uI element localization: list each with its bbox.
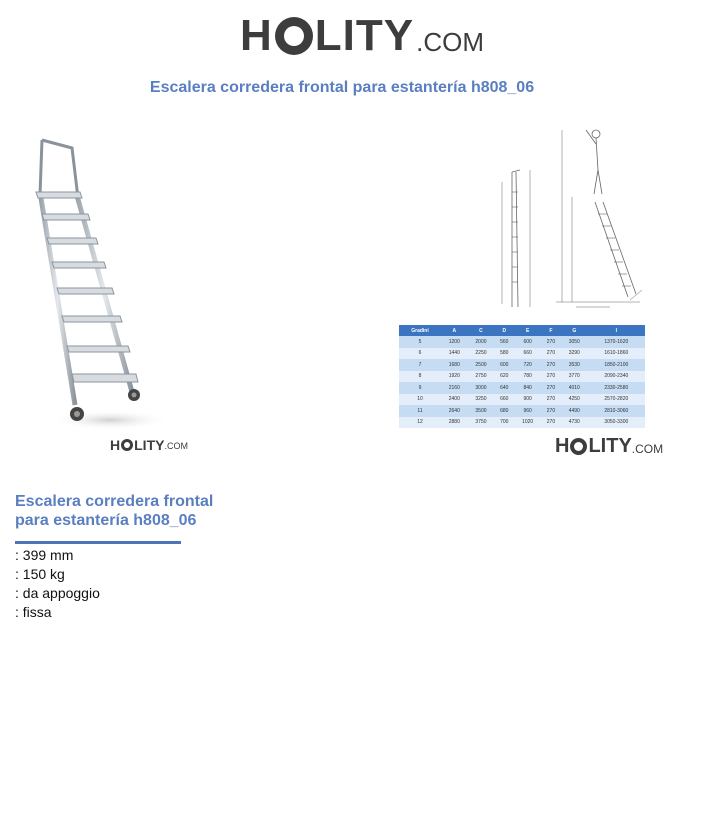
table-cell: 4250 xyxy=(561,394,588,406)
table-cell: 780 xyxy=(514,371,541,383)
table-cell: 1370-1620 xyxy=(588,336,645,348)
table-cell: 9 xyxy=(399,382,441,394)
logo-text-end: LITY xyxy=(314,11,415,60)
table-cell: 2250 xyxy=(468,348,495,360)
table-cell: 11 xyxy=(399,405,441,417)
holity-logo[interactable] xyxy=(240,11,484,60)
table-cell: 7 xyxy=(399,359,441,371)
table-row xyxy=(399,348,645,360)
table-cell: 2000 xyxy=(468,336,495,348)
table-row xyxy=(399,359,645,371)
table-cell: 3000 xyxy=(468,382,495,394)
table-cell: 640 xyxy=(494,382,514,394)
table-cell: 4490 xyxy=(561,405,588,417)
photo-logo-domain: .COM xyxy=(164,441,188,451)
spec-item: : da appoggio xyxy=(15,585,100,601)
table-cell: 270 xyxy=(541,371,561,383)
photo-watermark-logo xyxy=(110,438,188,452)
table-header-cell: E xyxy=(514,325,541,336)
table-cell: 660 xyxy=(494,394,514,406)
table-cell: 1680 xyxy=(441,359,468,371)
table-row xyxy=(399,417,645,429)
product-title: Escalera corredera frontal para estantería h808_06 xyxy=(15,493,214,529)
table-header-cell: C xyxy=(468,325,495,336)
table-row xyxy=(399,336,645,348)
dimensions-table xyxy=(399,325,645,428)
photo-logo-start: H xyxy=(110,437,121,453)
table-cell: 4730 xyxy=(561,417,588,429)
table-cell: 5 xyxy=(399,336,441,348)
table-cell: 2750 xyxy=(468,371,495,383)
table-cell: 3530 xyxy=(561,359,588,371)
diagram-logo-start: H xyxy=(555,435,570,457)
diagram-logo-o-icon xyxy=(570,438,587,455)
table-header-cell: I xyxy=(588,325,645,336)
table-cell: 270 xyxy=(541,348,561,360)
table-cell: 600 xyxy=(514,336,541,348)
table-cell: 840 xyxy=(514,382,541,394)
title-divider xyxy=(15,541,181,544)
table-row xyxy=(399,382,645,394)
table-header-row xyxy=(399,325,645,336)
table-cell: 900 xyxy=(514,394,541,406)
logo-text-start: H xyxy=(240,11,273,60)
table-cell: 2880 xyxy=(441,417,468,429)
table-cell: 620 xyxy=(494,371,514,383)
table-cell: 2810-3060 xyxy=(588,405,645,417)
table-cell: 1920 xyxy=(441,371,468,383)
table-cell: 1020 xyxy=(514,417,541,429)
table-header-cell: F xyxy=(541,325,561,336)
table-cell: 2160 xyxy=(441,382,468,394)
table-header-cell: Gradini xyxy=(399,325,441,336)
table-cell: 1200 xyxy=(441,336,468,348)
table-cell: 270 xyxy=(541,336,561,348)
table-cell: 3500 xyxy=(468,405,495,417)
table-cell: 580 xyxy=(494,348,514,360)
table-cell: 270 xyxy=(541,382,561,394)
table-cell: 660 xyxy=(514,348,541,360)
table-row xyxy=(399,394,645,406)
table-cell: 270 xyxy=(541,417,561,429)
spec-item: : 399 mm xyxy=(15,547,74,563)
spec-item: : fissa xyxy=(15,604,52,620)
table-cell: 600 xyxy=(494,359,514,371)
table-cell: 1440 xyxy=(441,348,468,360)
diagram-logo-end: LITY xyxy=(588,435,632,457)
table-cell: 720 xyxy=(514,359,541,371)
table-cell: 700 xyxy=(494,417,514,429)
table-cell: 1850-2100 xyxy=(588,359,645,371)
table-cell: 270 xyxy=(541,405,561,417)
table-cell: 3050-3300 xyxy=(588,417,645,429)
table-header-cell: G xyxy=(561,325,588,336)
table-cell: 3250 xyxy=(468,394,495,406)
table-cell: 4010 xyxy=(561,382,588,394)
table-cell: 2400 xyxy=(441,394,468,406)
table-row xyxy=(399,371,645,383)
table-header-cell: D xyxy=(494,325,514,336)
photo-logo-end: LITY xyxy=(134,437,165,453)
logo-domain: .COM xyxy=(416,27,484,57)
table-cell: 2500 xyxy=(468,359,495,371)
diagram-watermark-logo xyxy=(555,436,663,456)
spec-list xyxy=(15,546,100,622)
table-cell: 2330-2580 xyxy=(588,382,645,394)
table-cell: 6 xyxy=(399,348,441,360)
spec-item: : 150 kg xyxy=(15,566,65,582)
table-cell: 3750 xyxy=(468,417,495,429)
table-cell: 2090-2340 xyxy=(588,371,645,383)
table-cell: 10 xyxy=(399,394,441,406)
table-cell: 1610-1860 xyxy=(588,348,645,360)
table-cell: 12 xyxy=(399,417,441,429)
table-cell: 8 xyxy=(399,371,441,383)
logo-o-icon xyxy=(275,17,313,55)
table-cell: 270 xyxy=(541,359,561,371)
table-cell: 680 xyxy=(494,405,514,417)
table-header-cell: A xyxy=(441,325,468,336)
table-cell: 2570-2820 xyxy=(588,394,645,406)
page-title: Escalera corredera frontal para estantería h808_06 xyxy=(149,79,535,96)
technical-diagram xyxy=(490,122,650,312)
table-cell: 2640 xyxy=(441,405,468,417)
table-cell: 960 xyxy=(514,405,541,417)
table-cell: 270 xyxy=(541,394,561,406)
table-row xyxy=(399,405,645,417)
table-cell: 560 xyxy=(494,336,514,348)
diagram-logo-domain: .COM xyxy=(631,442,664,456)
ladder-photo xyxy=(20,130,170,435)
table-cell: 3050 xyxy=(561,336,588,348)
table-cell: 3290 xyxy=(561,348,588,360)
table-cell: 3770 xyxy=(561,371,588,383)
photo-logo-o-icon xyxy=(121,439,133,451)
